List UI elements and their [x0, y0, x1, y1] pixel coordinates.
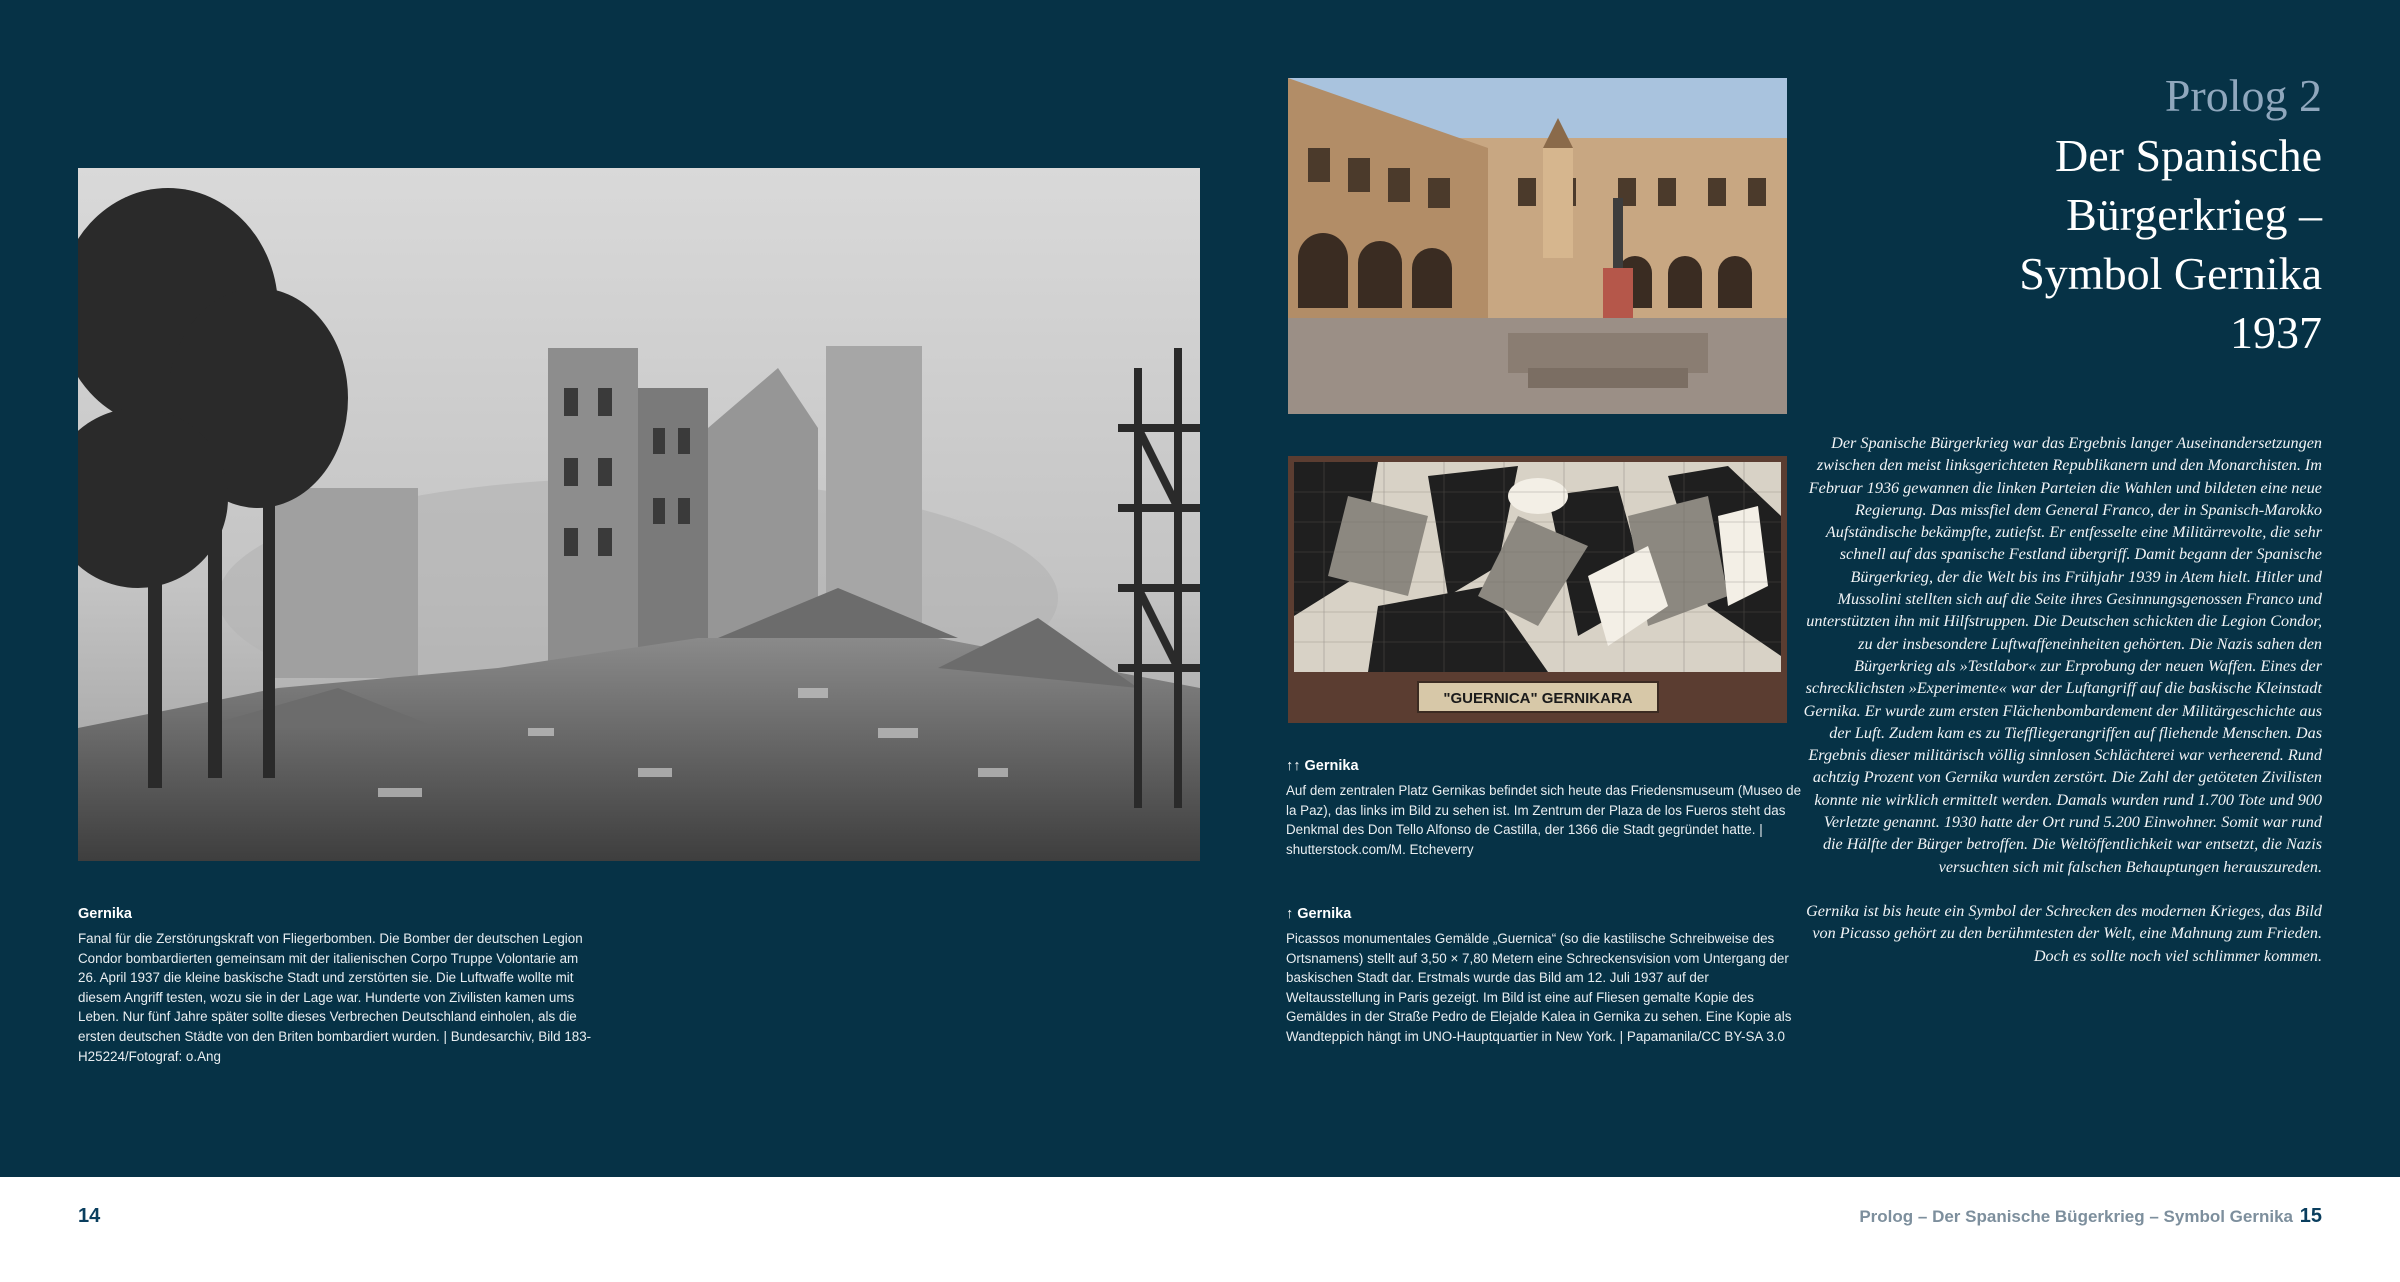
- chapter-heading: [1882, 66, 2322, 362]
- chapter-title-line-4: 1937: [2230, 307, 2322, 358]
- mural-caption-text: Picassos monumentales Gemälde „Guernica“ (so die kastilische Schreibweise des Ortsnamens) stellt auf 3,50 × 7,80 Metern eine Schreckensvision vom Untergang der baskischen Stadt dar. Erstmals wurde das Bild am 12. Juli 1937 auf der Weltausstellung in Paris gezeigt. Im Bild ist eine auf Fliesen gemalte Kopie des Gemäldes in der Straße Pedro de Elejalde Kalea in Gernika zu sehen. Eine Kopie als Wandteppich hängt im UNO-Hauptquartier in New York. | Papamanila/CC BY-SA 3.0: [1286, 931, 1792, 1044]
- ruins-caption-text: Fanal für die Zerstörungskraft von Fliegerbomben. Die Bomber der deutschen Legion Condor bombardierten gemeinsam mit der italienischen Corpo Truppe Volontarie am 26. April 1937 die kleine baskische Stadt und zerstörten sie. Die Luftwaffe wollte mit diesem Angriff testen, wozu sie in der Lage war. Hunderte von Zivilisten kamen ums Leben. Nur fünf Jahre später sollte dieses Verbrechen Deutschland einholen, als die ersten deutschen Städte von den Briten bombardiert wurden. | Bundesarchiv, Bild 183-H25224/Fotograf: o.Ang: [78, 931, 592, 1064]
- plaza-photo: [1288, 78, 1787, 414]
- plaza-caption-title: ↑↑ Gernika: [1286, 758, 1359, 774]
- page-number-right: 15: [2299, 1205, 2322, 1227]
- plaza-caption-text: Auf dem zentralen Platz Gernikas befindet sich heute das Friedensmuseum (Museo de la Paz), das links im Bild zu sehen ist. Im Zentrum der Plaza de los Fueros steht das Denkmal des Don Tello Alfonso de Castilla, der 1366 die Stadt gegründet hatte. | shutterstock.com/M. Etcheverry: [1286, 783, 1802, 857]
- mural-caption: [1286, 904, 1806, 1047]
- chapter-title-line-1: Der Spanische: [2055, 130, 2322, 181]
- guernica-mural-photo: [1288, 456, 1787, 723]
- mural-caption-title: ↑ Gernika: [1286, 906, 1352, 922]
- article-paragraph-1: Der Spanische Bürgerkrieg war das Ergebnis langer Auseinandersetzungen zwischen den meist linksgerichteten Republikanern und den Monarchisten. Im Februar 1936 gewannen die linken Parteien die Wahlen und bildeten eine neue Regierung. Das missfiel dem General Franco, der in Spanisch-Marokko Aufständische bekämpfte, zutiefst. Er entfesselte eine Militärrevolte, die sehr schnell auf das spanische Festland übergriff. Damit begann der Spanische Bürgerkrieg, der die Welt bis ins Frühjahr 1939 in Atem hielt. Hitler und Mussolini stellten sich auf die Seite ihres Gesinnungsgenossen Franco und unterstützten ihn mit Hilfstruppen. Die Deutschen schickten die Legion Condor, zu der insbesondere Luftwaffeneinheiten gehörten. Die Nazis sahen den Bürgerkrieg als »Testlabor« zur Erprobung der neuen Waffen. Eines der schrecklichsten »Experimente« war der Luftangriff auf die baskische Kleinstadt Gernika. Er wurde zum ersten Flächenbombardement der Militärgeschichte aus der Luft. Zudem kam es zu Tieffliegerangriffen auf fliehende Menschen. Das Ergebnis dieser militärisch völlig sinnlosen Schlächterei war verheerend. Rund achtzig Prozent von Gernika wurden zerstört. Die Zahl der getöteten Zivilisten konnte nie wirklich ermittelt werden. Damals wurden rund 1.700 Tote und 900 Verletzte genannt. 1930 hatte der Ort rund 5.200 Einwohner. Somit war rund die Hälfte der Bürger betroffen. Die Weltöffentlichkeit war entsetzt, die Nazis versuchten sich mit falschen Behauptungen herauszureden.: [1803, 434, 2322, 876]
- article-body: [1802, 432, 2322, 989]
- running-head: Prolog – Der Spanische Bügerkrieg – Symbol Gernika: [1859, 1207, 2293, 1226]
- ruins-caption-title: Gernika: [78, 906, 132, 922]
- mural-sign-text: "GUERNICA" GERNIKARA: [1443, 690, 1633, 707]
- ruins-caption: [78, 904, 598, 1066]
- page-number-left: 14: [78, 1205, 101, 1227]
- plaza-caption: [1286, 756, 1806, 859]
- article-paragraph-2: Gernika ist bis heute ein Symbol der Schrecken des modernen Krieges, das Bild von Picasso gehört zu den berühmtesten der Welt, eine Mahnung zum Frieden. Doch es sollte noch viel schlimmer kommen.: [1806, 901, 2322, 965]
- chapter-kicker: Prolog 2: [2164, 70, 2322, 121]
- page-footer: [0, 1177, 2400, 1282]
- ruins-photo: [78, 168, 1200, 861]
- chapter-title-line-3: Symbol Gernika: [2019, 248, 2322, 299]
- chapter-title-line-2: Bürgerkrieg –: [2066, 189, 2322, 240]
